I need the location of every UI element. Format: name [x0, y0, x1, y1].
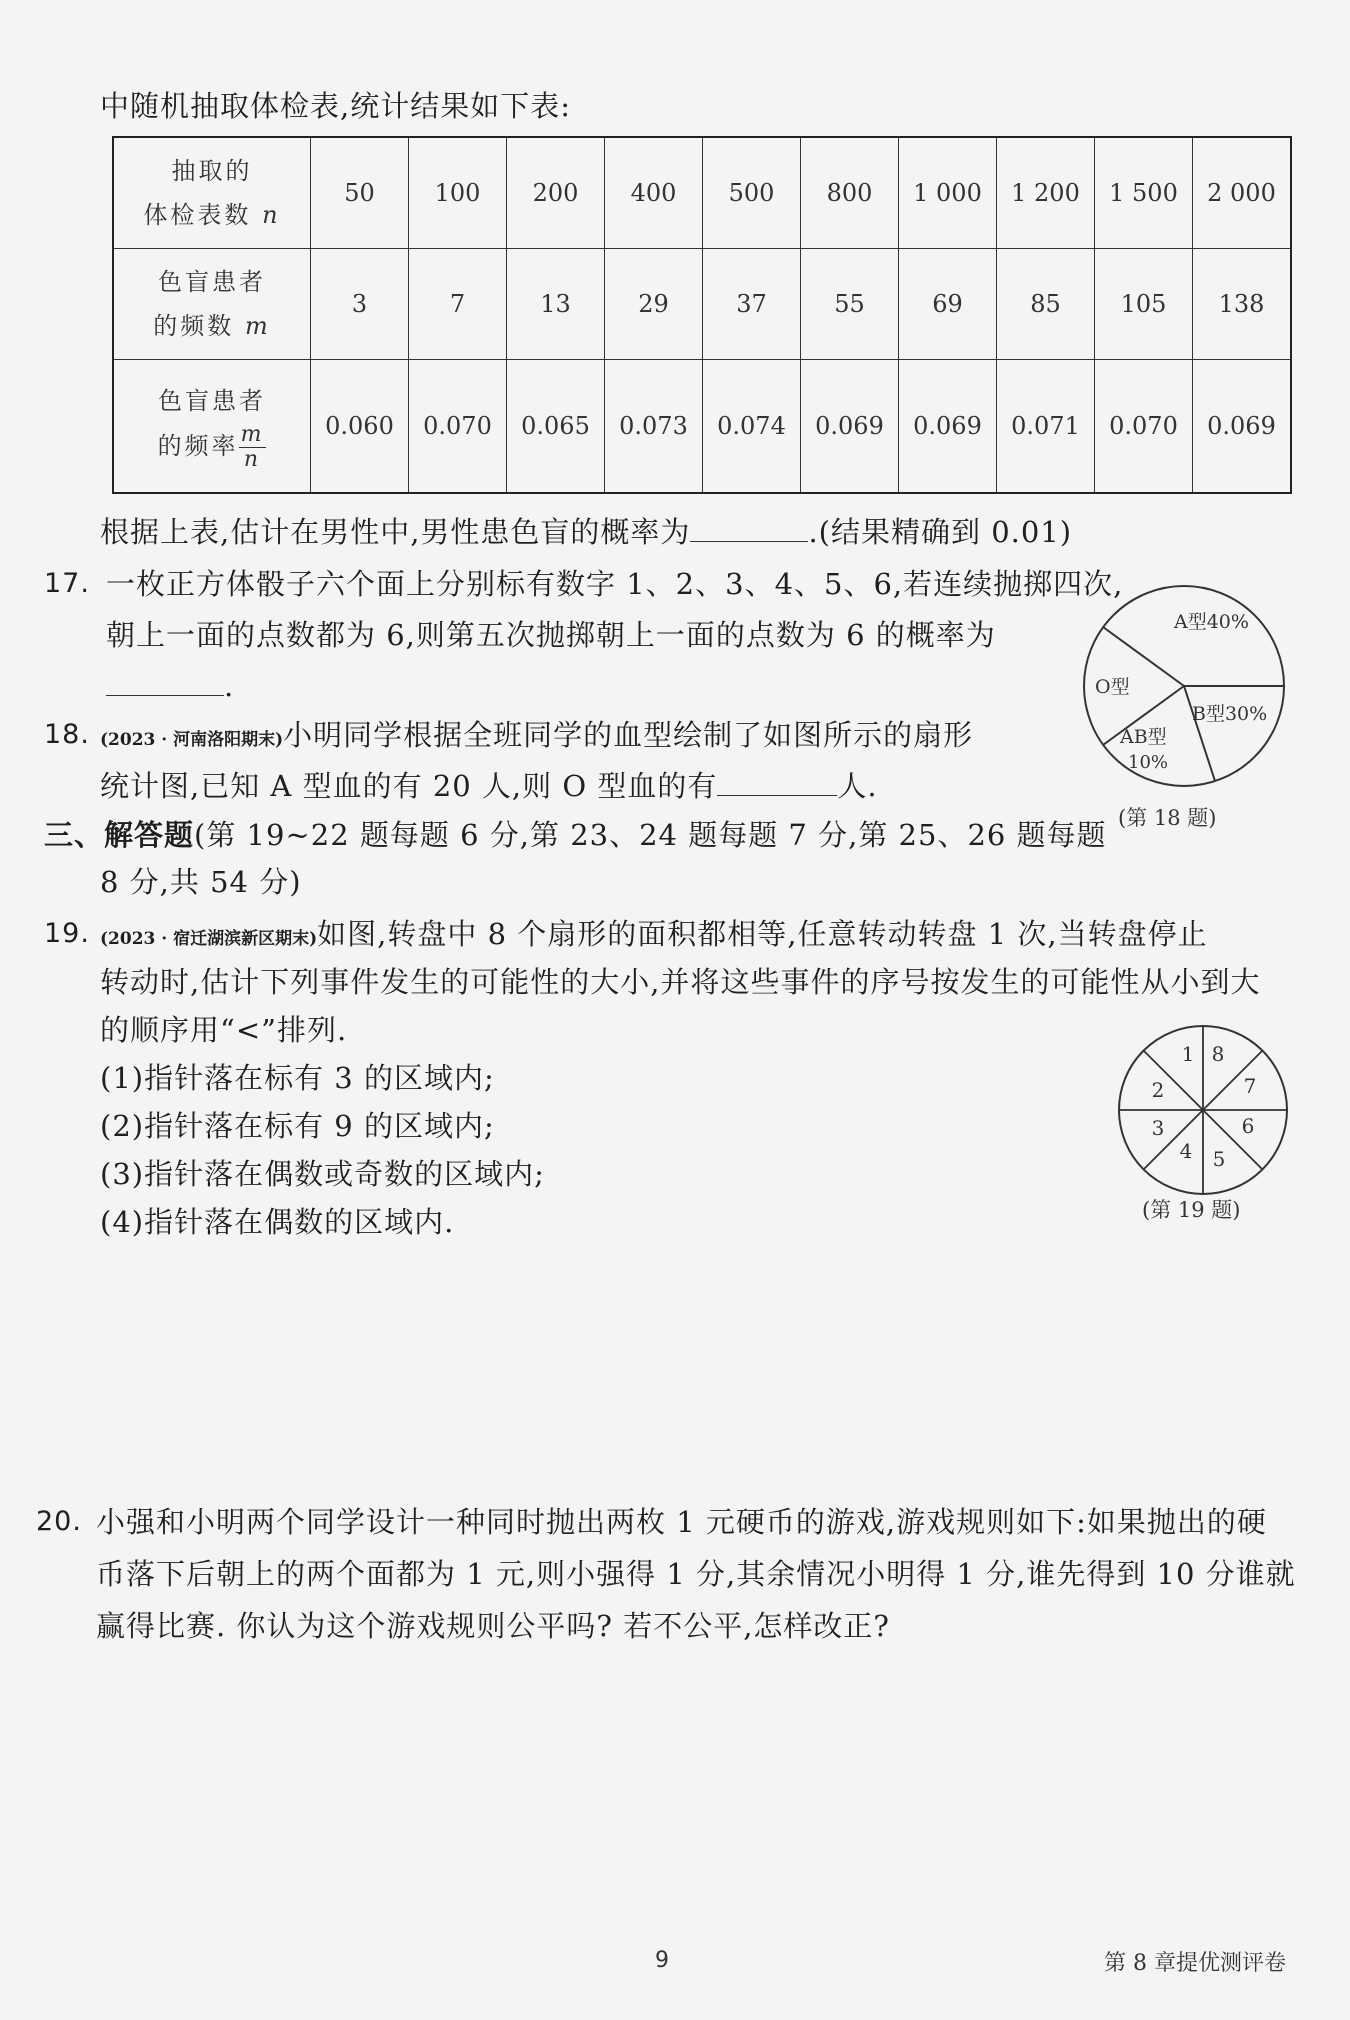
m-cell: 37	[703, 248, 801, 359]
q18-line2: 统计图,已知 A 型血的有 20 人,则 O 型血的有 人.	[100, 769, 878, 803]
intro-text: 中随机抽取体检表,统计结果如下表:	[100, 89, 571, 123]
spinner-label: 1	[1181, 1042, 1195, 1066]
n-cell: 500	[703, 137, 801, 248]
n-cell: 1 000	[899, 137, 997, 248]
m-cell: 55	[801, 248, 899, 359]
spinner-figure	[1115, 1022, 1291, 1198]
figure-caption: (第 19 题)	[1142, 1198, 1241, 1222]
answer-blank[interactable]	[690, 513, 808, 542]
m-cell: 3	[311, 248, 409, 359]
row-header-n: 抽取的 体检表数 n	[113, 137, 311, 248]
m-cell: 29	[605, 248, 703, 359]
spinner-label: 3	[1151, 1116, 1165, 1140]
freq-cell: 0.070	[1095, 359, 1193, 493]
q16-tail: 根据上表,估计在男性中,男性患色盲的概率为 .(结果精确到 0.01)	[100, 515, 1073, 549]
q19-line1: (2023 · 宿迁湖滨新区期末)如图,转盘中 8 个扇形的面积都相等,任意转动转盘 1 次,当转盘停止	[100, 917, 1208, 951]
n-cell: 1 200	[997, 137, 1095, 248]
frequency-table	[112, 136, 1292, 494]
fraction-m-over-n: $\frac{m}{n}$	[240, 422, 265, 473]
q17-line1: 一枚正方体骰子六个面上分别标有数字 1、2、3、4、5、6,若连续抛掷四次,	[106, 567, 1124, 601]
m-cell: 7	[409, 248, 507, 359]
chapter-label: 第 8 章提优测评卷	[1104, 1951, 1286, 1976]
q20-line1: 小强和小明两个同学设计一种同时抛出两枚 1 元硬币的游戏,游戏规则如下:如果抛出的硬	[96, 1505, 1267, 1539]
answer-blank[interactable]	[106, 667, 224, 696]
question-number: 20.	[36, 1506, 82, 1537]
m-cell: 85	[997, 248, 1095, 359]
n-cell: 1 500	[1095, 137, 1193, 248]
slice-label-a: A型40%	[1174, 611, 1249, 633]
m-cell: 69	[899, 248, 997, 359]
spinner-label: 2	[1151, 1078, 1165, 1102]
spinner-label: 7	[1243, 1074, 1257, 1098]
q19-item: (4)指针落在偶数的区域内.	[100, 1205, 455, 1239]
freq-cell: 0.060	[311, 359, 409, 493]
q19-line3: 的顺序用“<”排列.	[100, 1013, 348, 1047]
pie-divider	[1184, 686, 1215, 781]
table-row	[113, 137, 1291, 248]
n-cell: 50	[311, 137, 409, 248]
table-row	[113, 359, 1291, 493]
n-cell: 2 000	[1193, 137, 1292, 248]
spinner-label: 8	[1211, 1042, 1225, 1066]
freq-cell: 0.070	[409, 359, 507, 493]
freq-cell: 0.073	[605, 359, 703, 493]
q18-line1: (2023 · 河南洛阳期末)小明同学根据全班同学的血型绘制了如图所示的扇形	[100, 718, 974, 752]
n-cell: 200	[507, 137, 605, 248]
freq-cell: 0.069	[899, 359, 997, 493]
q19-item: (1)指针落在标有 3 的区域内;	[100, 1061, 495, 1095]
figure-caption: (第 18 题)	[1118, 806, 1217, 830]
n-cell: 400	[605, 137, 703, 248]
source-tag: (2023 · 宿迁湖滨新区期末)	[100, 929, 318, 949]
question-number: 17.	[44, 568, 90, 599]
freq-cell: 0.069	[801, 359, 899, 493]
freq-cell: 0.074	[703, 359, 801, 493]
slice-label-ab-percent: 10%	[1128, 752, 1169, 773]
row-header-m: 色盲患者 的频数 m	[113, 248, 311, 359]
m-cell: 13	[507, 248, 605, 359]
row-header-freq: 色盲患者 的频率 $\frac{m}{n}$	[113, 359, 311, 493]
spinner-label: 5	[1212, 1147, 1226, 1171]
table-row	[113, 248, 1291, 359]
slice-label-o: O型	[1095, 676, 1130, 698]
freq-cell: 0.069	[1193, 359, 1292, 493]
q19-line2: 转动时,估计下列事件发生的可能性的大小,并将这些事件的序号按发生的可能性从小到大	[100, 965, 1261, 999]
m-cell: 138	[1193, 248, 1292, 359]
spinner-label: 4	[1179, 1139, 1193, 1163]
q19-item: (2)指针落在标有 9 的区域内;	[100, 1109, 495, 1143]
q19-item: (3)指针落在偶数或奇数的区域内;	[100, 1157, 545, 1191]
blood-type-pie-chart	[1070, 578, 1300, 798]
answer-blank[interactable]	[717, 767, 837, 796]
q20-line3: 赢得比赛. 你认为这个游戏规则公平吗? 若不公平,怎样改正?	[96, 1609, 890, 1643]
question-number: 18.	[44, 719, 90, 750]
freq-cell: 0.071	[997, 359, 1095, 493]
q17-line2: 朝上一面的点数都为 6,则第五次抛掷朝上一面的点数为 6 的概率为	[106, 618, 996, 652]
q17-line3: .	[106, 666, 234, 706]
n-cell: 800	[801, 137, 899, 248]
n-cell: 100	[409, 137, 507, 248]
slice-label-ab: AB型	[1120, 726, 1167, 748]
freq-cell: 0.065	[507, 359, 605, 493]
source-tag: (2023 · 河南洛阳期末)	[100, 730, 284, 750]
m-cell: 105	[1095, 248, 1193, 359]
slice-label-b: B型30%	[1192, 703, 1268, 725]
question-number: 19.	[44, 918, 90, 949]
section-header: 三、解答题(第 19~22 题每题 6 分,第 23、24 题每题 7 分,第 25、26 题每题	[44, 818, 1107, 852]
q20-line2: 币落下后朝上的两个面都为 1 元,则小强得 1 分,其余情况小明得 1 分,谁先得到 10 分谁就	[96, 1557, 1296, 1591]
section-desc-line2: 8 分,共 54 分)	[100, 865, 302, 899]
spinner-label: 6	[1241, 1114, 1255, 1138]
page-number: 9	[655, 1948, 669, 1973]
